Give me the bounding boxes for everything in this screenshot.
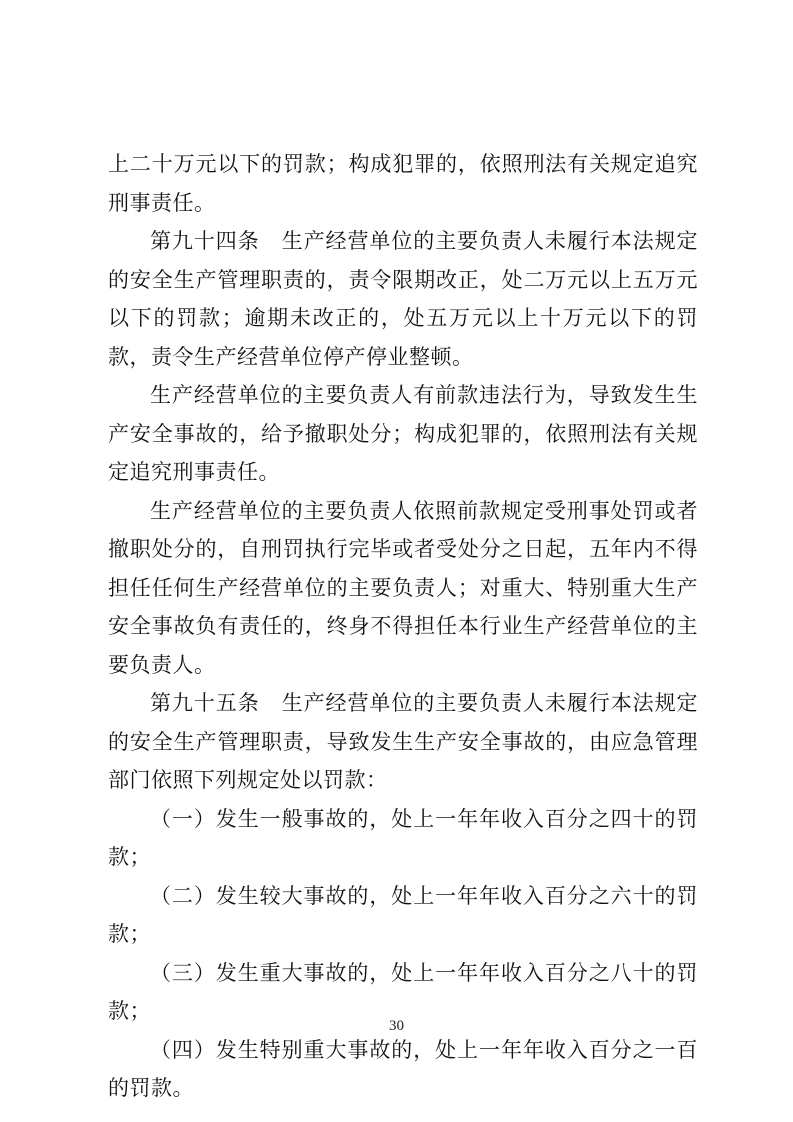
article-text: 生产经营单位的主要负责人未履行本法规定的安全生产管理职责，导致发生生产安全事故的，由应急管理部门依照下列规定处以罚款： [108,691,699,792]
list-item: （一）发生一般事故的，处上一年年收入百分之四十的罚款； [108,806,698,869]
paragraph: 生产经营单位的主要负责人依照前款规定受刑事处罚或者撤职处分的，自刑罚执行完毕或者受处分之日起，五年内不得担任任何生产经营单位的主要负责人；对重大、特别重大生产安全事故负有责任的，终身不得担任本行业生产经营单位的主要负责人。 [108,498,698,677]
paragraph-article-95 [108,684,698,800]
article-text: 生产经营单位的主要负责人未履行本法规定的安全生产管理职责的，责令限期改正，处二万元以上五万元以下的罚款；逾期未改正的，处五万元以上十万元以下的罚款，责令生产经营单位停产停业整顿。 [108,229,699,369]
document-body [108,145,698,1108]
paragraph-continuation: 上二十万元以下的罚款；构成犯罪的，依照刑法有关规定追究刑事责任。 [108,152,698,215]
list-item: （三）发生重大事故的，处上一年年收入百分之八十的罚款； [108,960,698,1023]
article-number: 第九十五条 [150,691,260,715]
list-item: （二）发生较大事故的，处上一年年收入百分之六十的罚款； [108,883,698,946]
page-number: 30 [389,1018,404,1034]
list-item: （四）发生特别重大事故的，处上一年年收入百分之一百的罚款。 [108,1037,698,1100]
article-number: 第九十四条 [150,229,260,253]
paragraph: 生产经营单位的主要负责人有前款违法行为，导致发生生产安全事故的，给予撤职处分；构成犯罪的，依照刑法有关规定追究刑事责任。 [108,383,698,484]
paragraph-article-94 [108,222,698,376]
